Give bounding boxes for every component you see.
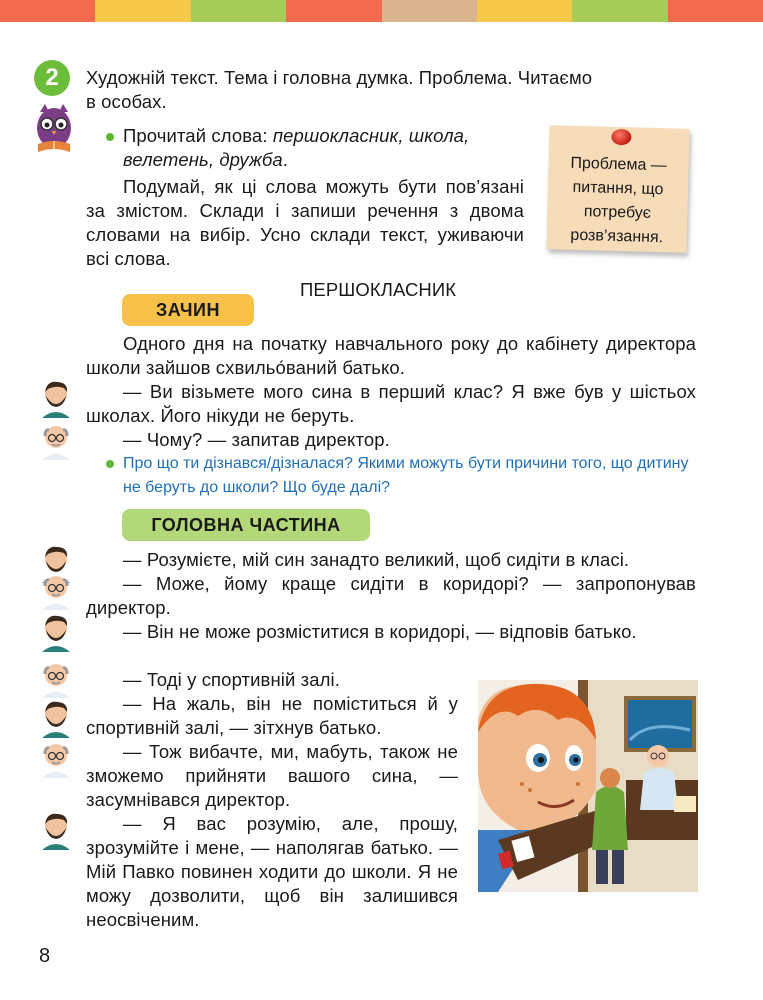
task-number-badge: 2	[34, 60, 70, 96]
stripe	[668, 0, 763, 22]
stripe	[191, 0, 286, 22]
section-label-main: ГОЛОВНА ЧАСТИНА	[122, 509, 370, 541]
owl-reading-icon	[32, 100, 76, 158]
story-paragraph: Одного дня на початку навчального року до кабінету директора школи зайшов схвильо́ваний батько.	[86, 333, 696, 378]
stripe	[477, 0, 572, 22]
section-label-intro: ЗАЧИН	[122, 294, 254, 326]
story-paragraph: — Розумієте, мій син занадто великий, щоб сидіти в класі.	[123, 549, 630, 570]
story-paragraph: — Чому? — запитав директор.	[123, 429, 390, 450]
story-paragraph: — Тож вибачте, ми, мабуть, також не зможемо прийняти вашого сина, — засумнівався директор.	[86, 741, 458, 810]
stripe	[286, 0, 381, 22]
note-line: розв’язання.	[570, 226, 664, 247]
task-title-line: Художній текст. Тема і головна думка. Проблема. Читаємо	[86, 67, 593, 88]
pin-icon	[611, 129, 631, 146]
instruction-text: .	[282, 149, 288, 170]
task-title-line: в особах.	[86, 91, 167, 112]
stripe	[382, 0, 477, 22]
giant-boy-illustration	[478, 680, 698, 892]
story-paragraph: — Тоді у спортивній залі.	[123, 669, 341, 690]
father-avatar-icon	[38, 698, 74, 738]
question-text: Про що ти дізнався/дізналася? Якими можуть бути причини того, що дитину не беруть до школи? Що буде далі?	[123, 455, 689, 496]
instruction-paragraph: Подумай, як ці слова можуть бути пов’язані за змістом. Склади і запиши речення з двома словами на вибір. Усно склади текст, уживаючи всі слова.	[86, 176, 524, 269]
father-avatar-icon	[38, 810, 74, 850]
header-stripes	[0, 0, 763, 22]
director-avatar-icon	[38, 570, 74, 610]
instruction-words	[123, 124, 528, 172]
story-paragraph: — Він не може розміститися в коридорі, — відповів батько.	[123, 621, 637, 642]
note-line: Проблема —	[570, 154, 668, 175]
bullet-icon	[106, 460, 114, 468]
story-title: ПЕРШОКЛАСНИК	[300, 279, 457, 300]
story-paragraph: — Ви візьмете мого сина в перший клас? Я вже був у шістьох школах. Його нікуди не беруть.	[86, 381, 696, 426]
note-line: потребує	[583, 203, 652, 222]
stripe	[95, 0, 190, 22]
task-title	[86, 66, 696, 114]
director-avatar-icon	[38, 738, 74, 778]
bullet-icon	[106, 133, 114, 141]
director-avatar-icon	[38, 658, 74, 698]
story-paragraph: — Може, йому краще сидіти в коридорі? — запропонував директор.	[86, 573, 696, 618]
father-avatar-icon	[38, 378, 74, 418]
father-avatar-icon	[38, 612, 74, 652]
story-paragraph: — Я вас розумію, але, прошу, зрозумійте і мене, — наполягав батько. — Мій Павко повинен ходити до школи. Я не можу дозволити, щоб він залишився неосвіченим.	[86, 813, 458, 930]
definition-note	[546, 125, 689, 253]
story-paragraph: — На жаль, він не поміститься й у спортивній залі, — зітхнув батько.	[86, 693, 458, 738]
stripe	[0, 0, 95, 22]
instruction-words-italic: велетень, дружба	[123, 149, 283, 170]
note-line: питання, що	[572, 178, 664, 199]
instruction-words-italic: першокласник, школа,	[272, 125, 470, 146]
instruction-text: Прочитай слова:	[123, 125, 273, 146]
stripe	[572, 0, 667, 22]
page-number: 8	[39, 945, 51, 967]
director-avatar-icon	[38, 420, 74, 460]
